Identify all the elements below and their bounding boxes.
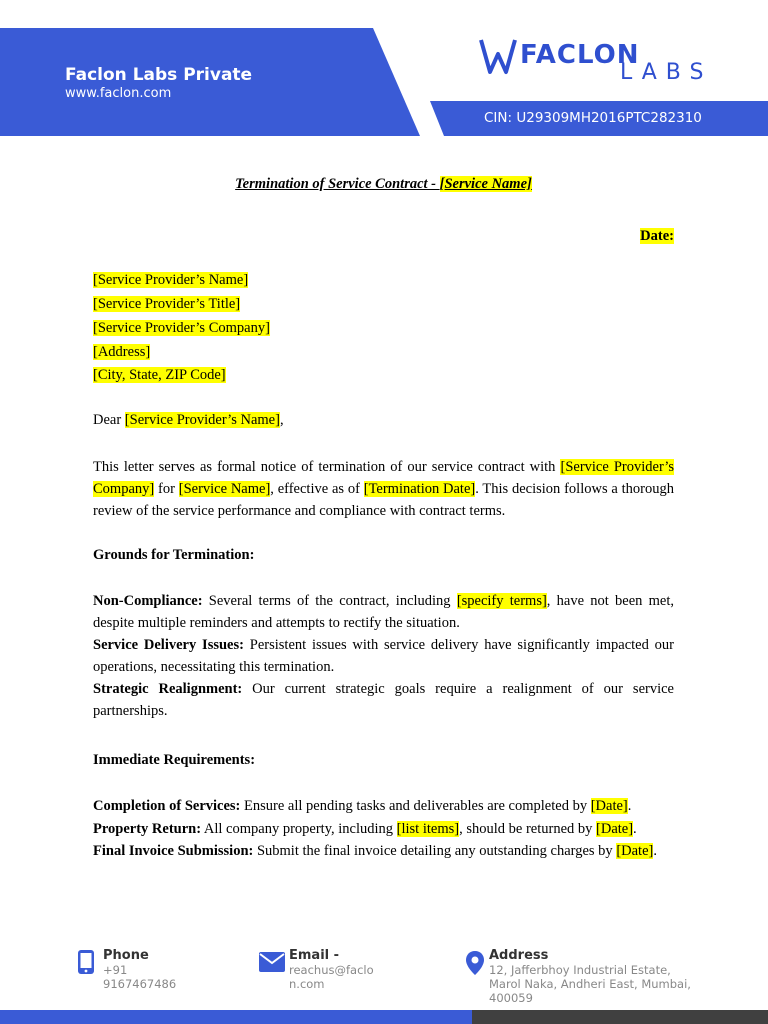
grounds-heading: Grounds for Termination: xyxy=(93,547,255,563)
address-line xyxy=(93,344,150,361)
provider-company-field: [Service Provider’s Company] xyxy=(93,320,270,336)
email-value: reachus@faclon.com xyxy=(289,963,374,991)
intro-text: This letter serves as formal notice of termination of our service contract with xyxy=(93,459,561,475)
ground-strategic-realignment xyxy=(93,678,674,722)
address-field: [Address] xyxy=(93,344,151,360)
intro-paragraph xyxy=(93,456,674,522)
date-field: [Date] xyxy=(590,798,628,814)
ground-text: , have not been met, despite multiple reminders and attempts to rectify the situation. xyxy=(93,593,675,631)
intro-text: for xyxy=(154,481,179,497)
address-line xyxy=(93,320,270,337)
intro-company-field: [Service Provider’s Company] xyxy=(93,459,674,497)
footer-phone xyxy=(103,948,253,991)
footer-address xyxy=(489,948,704,1005)
req-label: Final Invoice Submission: xyxy=(93,843,254,859)
salutation xyxy=(93,412,284,429)
phone-value: +91 9167467486 xyxy=(103,963,177,991)
date-label xyxy=(640,228,674,245)
faclon-logo-icon xyxy=(478,36,518,80)
req-property-return xyxy=(93,818,674,841)
grounds-list xyxy=(93,590,674,722)
provider-title-field: [Service Provider’s Title] xyxy=(93,296,241,312)
intro-text: , effective as of xyxy=(270,481,364,497)
address-value: 12, Jafferbhoy Industrial Estate, Marol Naka, Andheri East, Mumbai, 400059 xyxy=(489,963,691,1005)
requirements-list xyxy=(93,795,674,863)
date-field: [Date] xyxy=(596,820,634,837)
req-label: Completion of Services: xyxy=(93,798,241,814)
phone-label: Phone xyxy=(103,948,149,963)
cin-number: CIN: U29309MH2016PTC282310 xyxy=(484,110,702,126)
intro-text: . This decision follows a thorough review of the service performance and compliance with contract terms. xyxy=(93,481,674,519)
req-final-invoice xyxy=(93,840,674,863)
req-text: Ensure all pending tasks and deliverables are completed by xyxy=(240,798,591,814)
city-state-zip-field: [City, State, ZIP Code] xyxy=(93,367,226,383)
email-icon xyxy=(259,952,285,972)
title-service-name-field: [Service Name] xyxy=(439,176,532,192)
req-completion xyxy=(93,795,674,818)
salutation-comma: , xyxy=(279,412,284,428)
req-text: . xyxy=(633,820,637,837)
address-line xyxy=(93,272,248,289)
title-text: Termination of Service Contract - xyxy=(235,176,440,192)
req-text: , should be returned by xyxy=(459,820,597,837)
ground-label: Service Delivery Issues: xyxy=(93,637,244,653)
logo-text-labs: LABS xyxy=(620,60,713,85)
address-label: Address xyxy=(489,948,549,963)
req-text: All company property, including xyxy=(201,820,397,837)
ground-text: Persistent issues with service delivery have significantly impacted our operations, necessitating this termination. xyxy=(93,637,674,675)
list-items-field: [list items] xyxy=(396,820,460,837)
ground-service-delivery xyxy=(93,634,674,678)
ground-non-compliance xyxy=(93,590,674,634)
logo-text-faclon: FACLON xyxy=(520,40,640,70)
ground-text: Our current strategic goals require a realignment of our service partnerships. xyxy=(93,681,674,719)
salutation-text: Dear xyxy=(93,412,125,428)
req-text: . xyxy=(653,843,657,859)
req-label: Property Return: xyxy=(93,820,202,837)
address-line xyxy=(93,367,226,384)
company-name: Faclon Labs Private xyxy=(65,65,253,85)
date-field: [Date] xyxy=(616,843,654,859)
footer-email xyxy=(289,948,384,991)
date-field: Date: xyxy=(640,228,674,244)
address-line xyxy=(93,296,240,313)
footer-bar-dark xyxy=(472,1010,768,1024)
email-label: Email - xyxy=(289,948,340,963)
letter-title xyxy=(93,176,674,193)
requirements-heading: Immediate Requirements: xyxy=(93,752,256,768)
phone-icon xyxy=(77,949,95,975)
location-pin-icon xyxy=(465,950,485,976)
company-website: www.faclon.com xyxy=(65,86,172,101)
req-text: Submit the final invoice detailing any outstanding charges by xyxy=(253,843,617,859)
intro-termination-date-field: [Termination Date] xyxy=(363,481,476,497)
intro-service-field: [Service Name] xyxy=(178,481,271,497)
salutation-name-field: [Service Provider’s Name] xyxy=(124,412,280,428)
ground-label: Non-Compliance: xyxy=(93,593,203,609)
ground-text: Several terms of the contract, including xyxy=(202,593,457,609)
req-text: . xyxy=(627,798,632,814)
specify-terms-field: [specify terms] xyxy=(456,593,547,609)
ground-label: Strategic Realignment: xyxy=(93,681,243,697)
provider-name-field: [Service Provider’s Name] xyxy=(93,272,249,288)
